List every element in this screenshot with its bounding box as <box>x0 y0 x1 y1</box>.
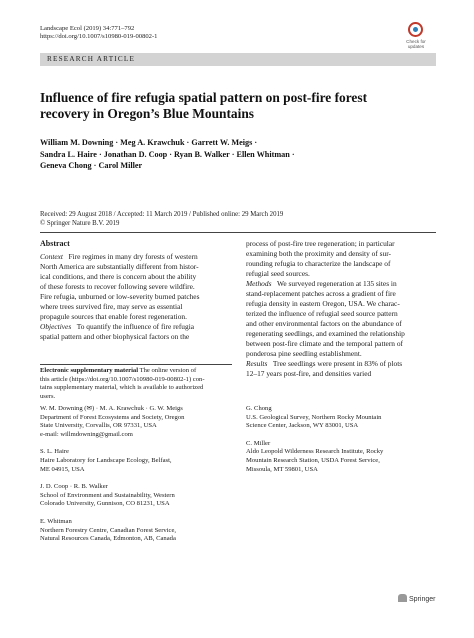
abstract-right-column: process of post-fire tree regeneration; in particular examining both the proximity and density of sur- rounding refugia to characterize the landscape of refugial seed sources. Methods We surveyed regeneration at 135 sites in stand-replacement patches across a gradient of fire refugia density in eastern Oregon, USA. We charac- terized the influence of refugial seed source pattern and other environmental factors on the abundance of regenerating seedlings, and examined the relationship between post-fire climate and the temporal pattern of ponderosa pine seedling establishment. Results Tree seedlings were present in 83% of plots 12–17 years post-fire, and densities varied <box>246 239 405 378</box>
copyright: © Springer Nature B.V. 2019 <box>40 220 120 228</box>
author-line: Geneva Chong · Carol Miller <box>40 161 143 170</box>
doi-link[interactable]: https://doi.org/10.1007/s10980-019-00802-1 <box>40 33 158 41</box>
check-for-updates-button[interactable]: Check for updates <box>398 22 434 52</box>
author-line: William M. Downing · Meg A. Krawchuk · Garrett W. Meigs · <box>40 138 258 147</box>
esm-doi-link[interactable]: this article (https://doi.org/10.1007/s10980-019-00802-1) con- <box>40 375 205 383</box>
journal-citation: Landscape Ecol (2019) 34:771–792 <box>40 25 135 32</box>
supplementary-note: Electronic supplementary material The online version of this article (https://doi.org/10.1007/s10980-019-00802-1) con- tains supplementary material, which is available to authorized users. <box>40 367 232 401</box>
author-line: Sandra L. Haire · Jonathan D. Coop · Ryan B. Walker · Ellen Whitman · <box>40 149 295 159</box>
email-link[interactable]: e-mail: willmdowning@gmail.com <box>40 430 133 438</box>
affiliations-right: G. Chong U.S. Geological Survey, Northern Rocky Mountain Science Center, Jackson, WY 83001, USA C. Miller Aldo Leopold Wilderness Research Institute, Rocky Mountain Research Station, USDA Forest Service, Missoula, MT 59801, USA <box>246 405 384 473</box>
crossmark-icon <box>408 22 423 37</box>
divider <box>40 232 436 233</box>
springer-horse-icon <box>398 594 407 602</box>
publisher-name: Springer <box>409 596 436 603</box>
article-type-label: RESEARCH ARTICLE <box>47 55 136 63</box>
article-title: Influence of fire refugia spatial pattern on post-fire forest recovery in Oregon’s Blue Mountains <box>40 90 368 121</box>
publisher-logo <box>398 594 435 603</box>
article-type-banner <box>40 53 436 66</box>
abstract-left-column: Abstract Context Fire regimes in many dry forests of western North America are substantially different from histor- ical conditions, and there is concern about the ability of these forests to recover following severe wildfire. Fire refugia, unburned or low-severity burned patches where trees survived fire, may serve as essential propagule sources that enable forest regeneration. Objectives To quantify the influence of fire refugia spatial pattern and other biophysical factors on the <box>40 239 232 342</box>
divider <box>40 364 232 365</box>
publication-dates: Received: 29 August 2018 / Accepted: 11 March 2019 / Published online: 29 March 2019 © Springer Nature B.V. 2019 <box>40 210 436 229</box>
journal-header <box>40 25 157 42</box>
abstract-heading: Abstract <box>40 239 70 248</box>
affiliations-left: W. M. Downing (✉) · M. A. Krawchuk · G. W. Meigs Department of Forest Ecosystems and Society, Oregon State University, Corvallis, OR 97331, USA e-mail: willmdowning@gmail.com S. L. Haire Haire Laboratory for Landscape Ecology, Belfast, ME 04915, USA J. D. Coop · R. B. Walker School of Environment and Sustainability, Western Colorado University, Gunnison, CO 81231, USA E. Whitman Northern Forestry Centre, Canadian Forest Service, Natural Resources Canada, Edmonton, AB, Canada <box>40 405 232 544</box>
author-list <box>40 137 360 172</box>
